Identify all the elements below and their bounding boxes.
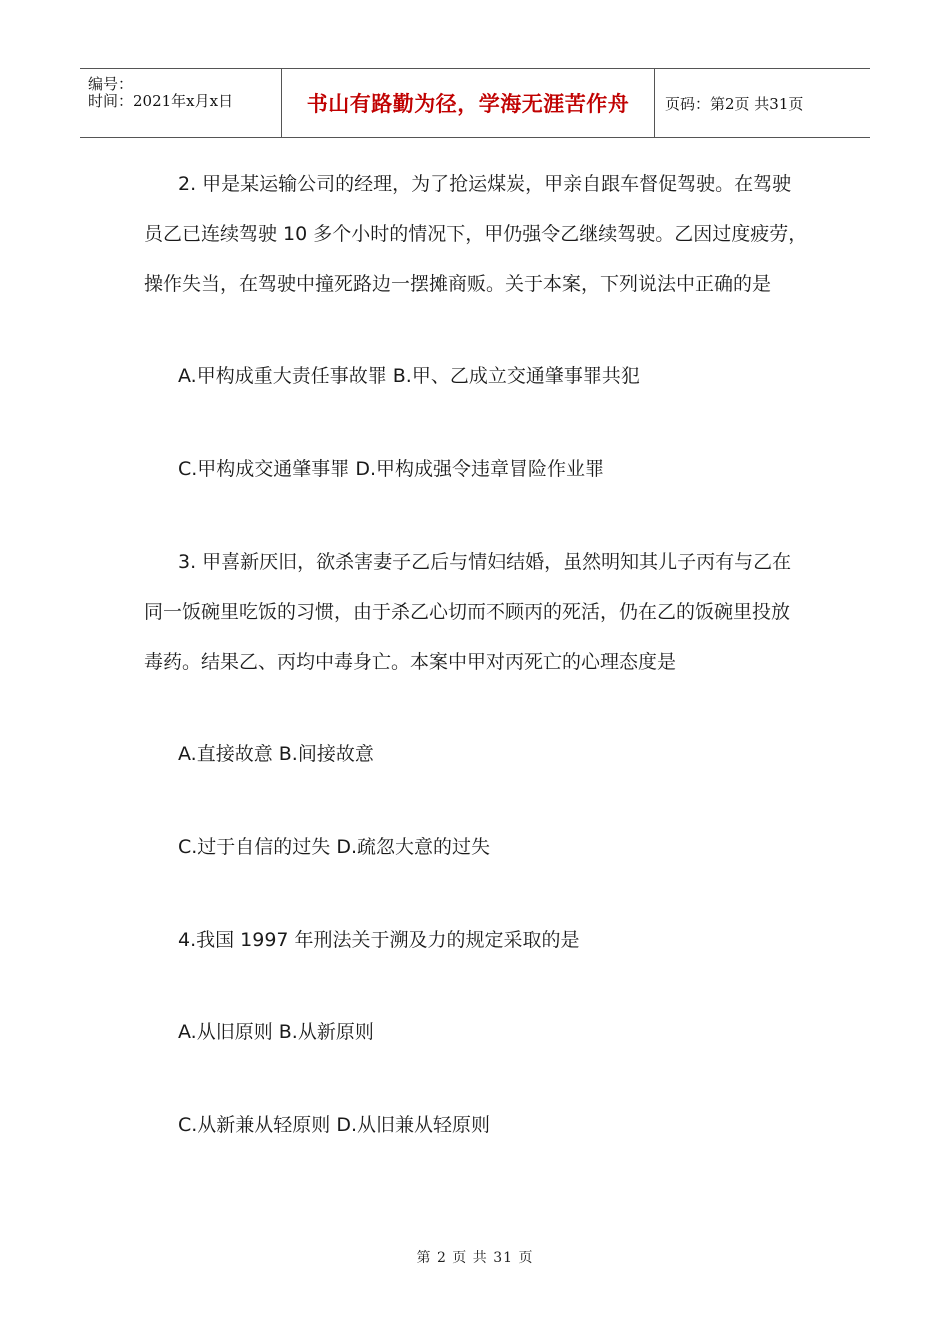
question-4-line-1: 4.我国 1997 年刑法关于溯及力的规定采取的是 [178, 929, 580, 951]
header-motto: 书山有路勤为径，学海无涯苦作舟 [282, 69, 655, 137]
header-meta-cell [80, 69, 282, 137]
page-footer: 第 2 页 共 31 页 [416, 1250, 534, 1266]
number-label: 编号： [88, 75, 134, 93]
question-2-line-2: 员乙已连续驾驶 10 多个小时的情况下，甲仍强令乙继续驾驶。乙因过度疲劳， [144, 223, 808, 245]
question-2-options-cd: C.甲构成交通肇事罪 D.甲构成强令违章冒险作业罪 [178, 458, 605, 480]
question-2-line-1: 2. 甲是某运输公司的经理，为了抢运煤炭，甲亲自跟车督促驾驶。在驾驶 [178, 173, 792, 195]
question-2-line-3: 操作失当，在驾驶中撞死路边一摆摊商贩。关于本案，下列说法中正确的是 [144, 273, 772, 295]
time-label: 时间：2021年x月x日 [88, 92, 234, 110]
question-2-options-ab: A.甲构成重大责任事故罪 B.甲、乙成立交通肇事罪共犯 [178, 365, 640, 387]
question-3-options-cd: C.过于自信的过失 D.疏忽大意的过失 [178, 836, 491, 858]
question-4-options-ab: A.从旧原则 B.从新原则 [178, 1021, 374, 1043]
header-page-info: 页码：第2页 共31页 [665, 94, 804, 113]
question-3-line-2: 同一饭碗里吃饭的习惯，由于杀乙心切而不顾丙的死活，仍在乙的饭碗里投放 [144, 601, 791, 623]
question-3-line-1: 3. 甲喜新厌旧，欲杀害妻子乙后与情妇结婚，虽然明知其儿子丙有与乙在 [178, 551, 792, 573]
page-header [80, 68, 870, 138]
question-3-options-ab: A.直接故意 B.间接故意 [178, 743, 374, 765]
question-4-options-cd: C.从新兼从轻原则 D.从旧兼从轻原则 [178, 1114, 491, 1136]
question-3-line-3: 毒药。结果乙、丙均中毒身亡。本案中甲对丙死亡的心理态度是 [144, 651, 677, 673]
